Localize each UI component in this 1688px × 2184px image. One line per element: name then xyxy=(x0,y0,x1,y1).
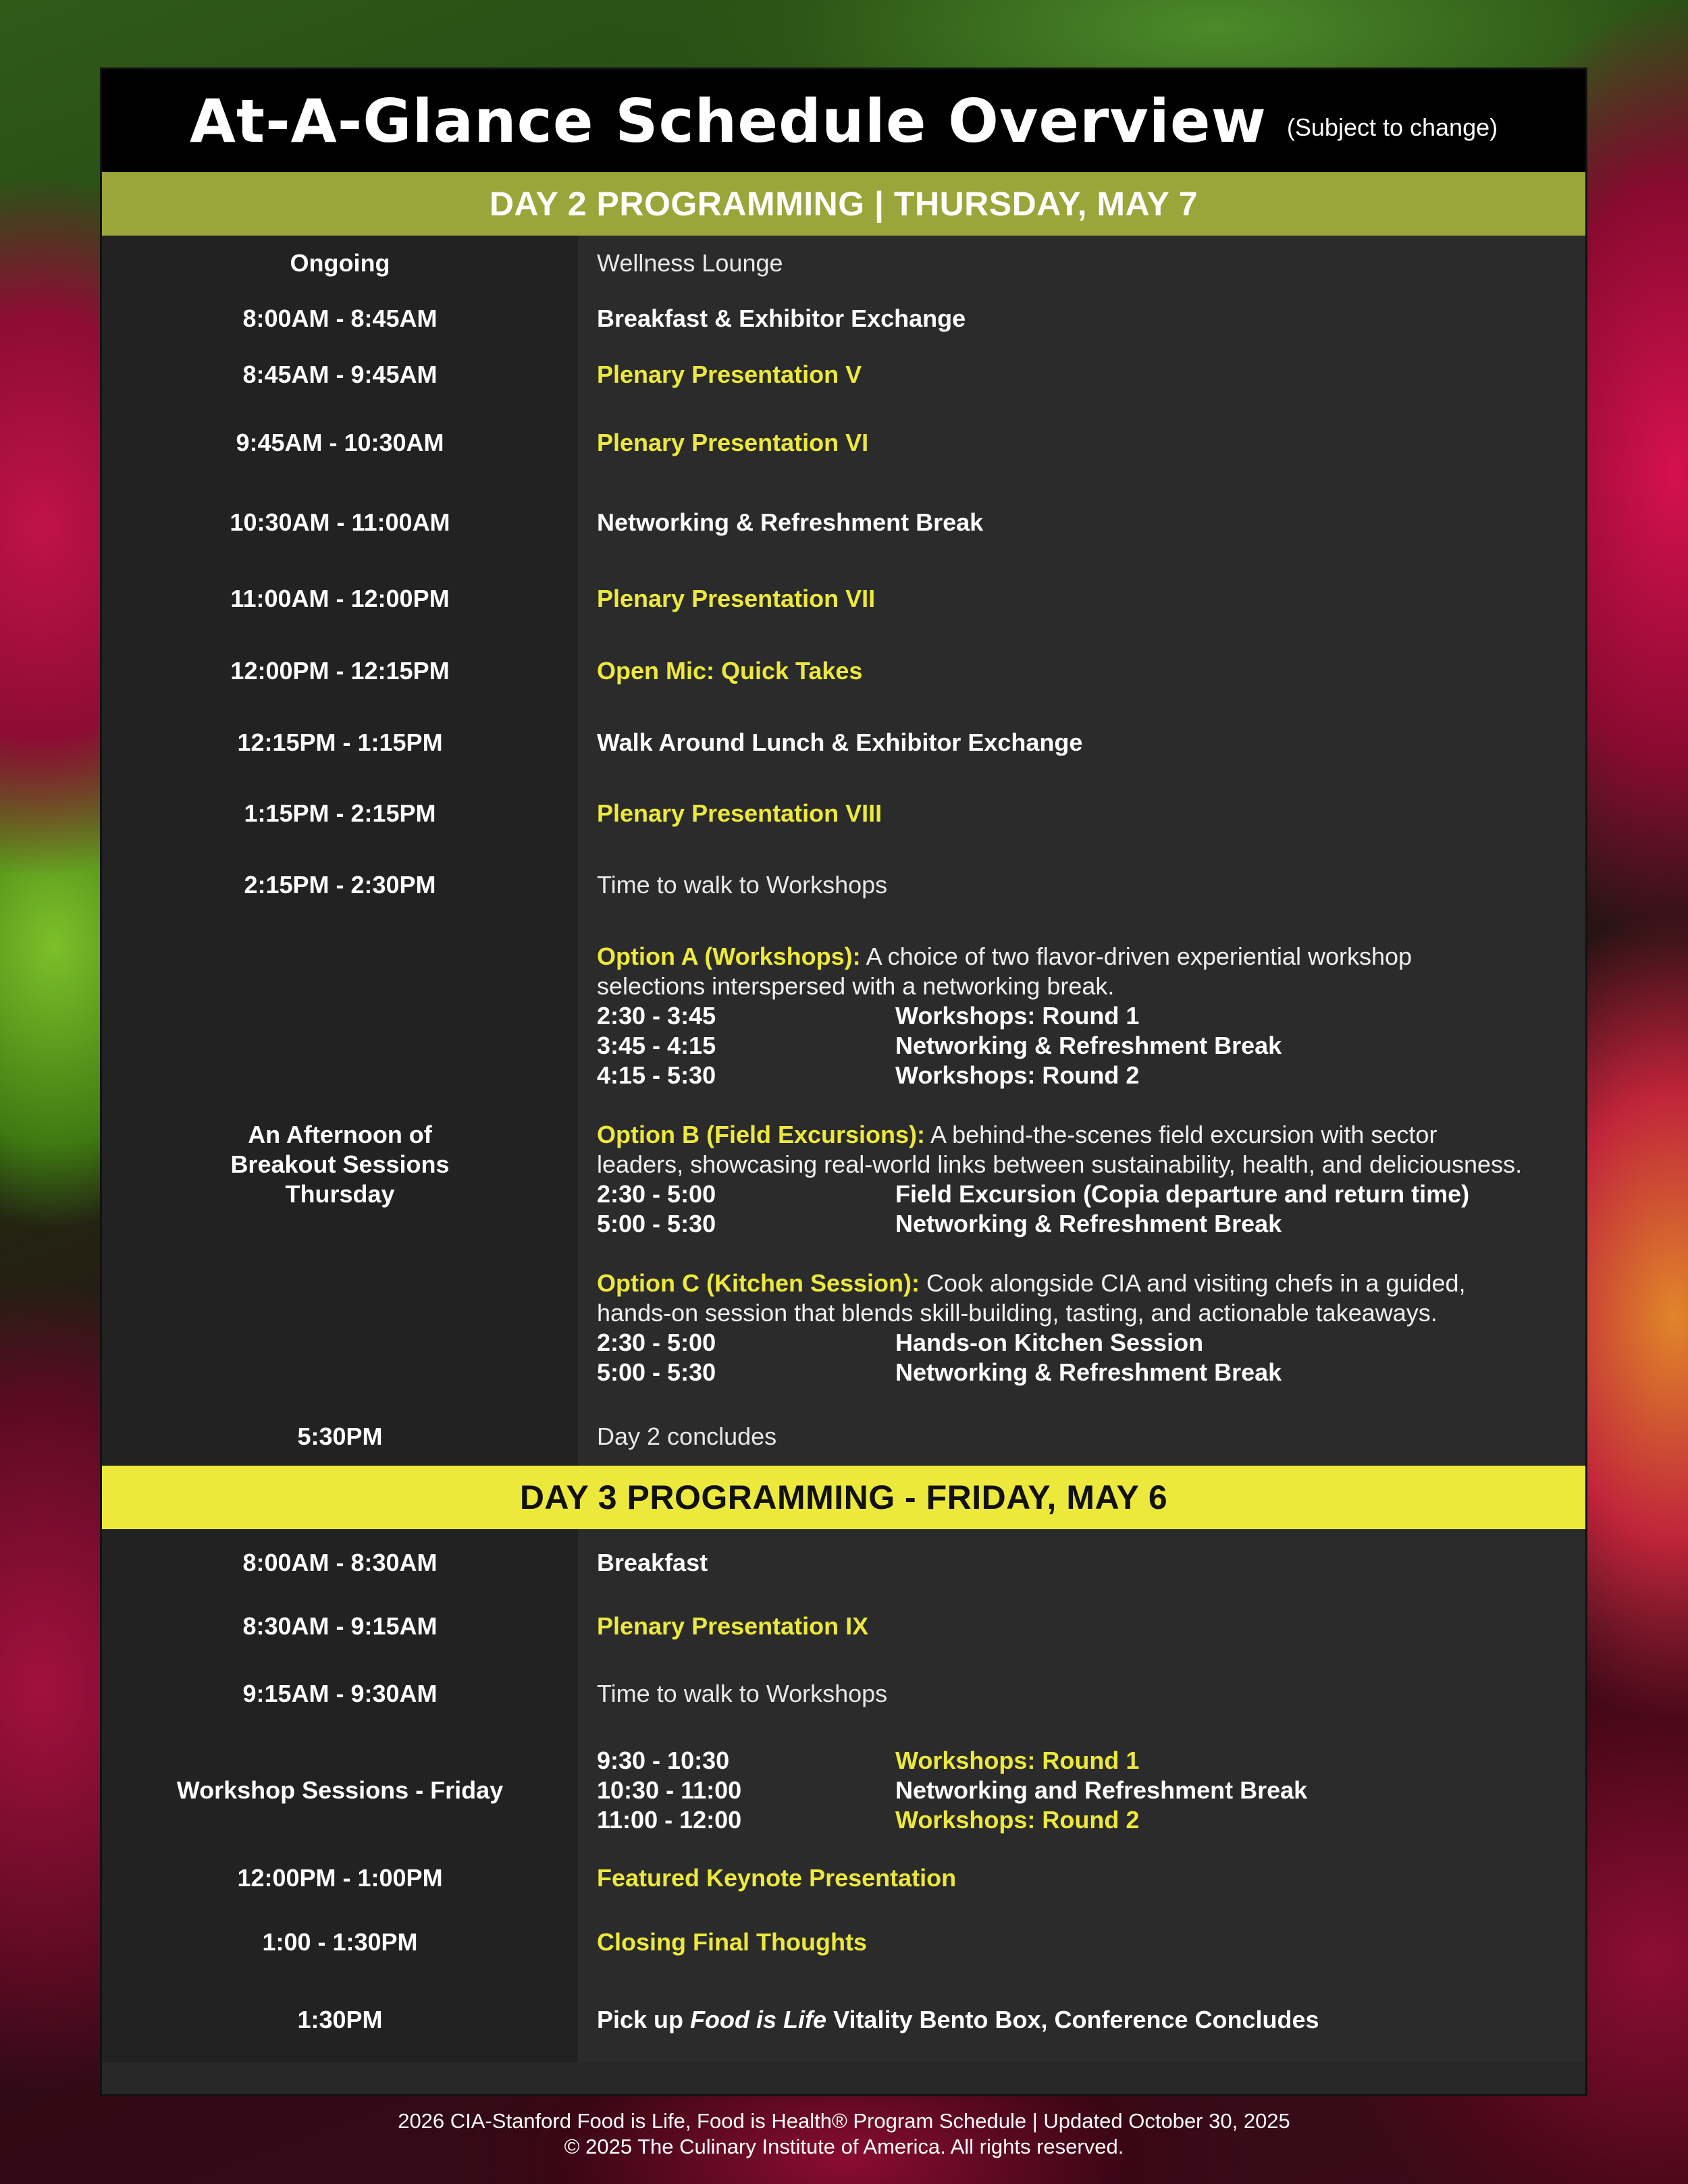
event-cell: Plenary Presentation V xyxy=(597,361,862,388)
title-bar xyxy=(102,70,1585,172)
sub-item xyxy=(597,1209,1585,1239)
sub-item xyxy=(597,1358,1585,1387)
event-cell: Plenary Presentation VII xyxy=(597,585,876,612)
sub-item xyxy=(597,1746,1585,1776)
event-cell: Featured Keynote Presentation xyxy=(597,1864,957,1892)
subject-note: (Subject to change) xyxy=(1286,113,1498,141)
time-cell: 8:30AM - 9:15AM xyxy=(242,1612,438,1640)
time-cell: 12:00PM - 12:15PM xyxy=(230,657,450,685)
sub-time: 2:30 - 5:00 xyxy=(597,1329,716,1356)
event-cell: Networking & Refreshment Break xyxy=(597,508,984,536)
footer-line: 2026 CIA-Stanford Food is Life, Food is Health® Program Schedule | Updated October 30, 2025 xyxy=(398,2109,1290,2133)
option-a xyxy=(597,942,1585,1090)
option-desc: selections interspersed with a networking break. xyxy=(597,972,1115,1000)
time-cell: 1:15PM - 2:15PM xyxy=(244,799,436,827)
time-cell: 8:00AM - 8:45AM xyxy=(242,304,438,332)
option-desc: leaders, showcasing real-world links between sustainability, health, and deliciousness. xyxy=(597,1150,1523,1178)
sub-desc: Field Excursion (Copia departure and return time) xyxy=(895,1180,1470,1208)
breakout-options xyxy=(578,922,1585,1408)
event-cell: Day 2 concludes xyxy=(597,1422,777,1450)
time-cell: 8:00AM - 8:30AM xyxy=(242,1549,438,1576)
option-desc: A choice of two flavor-driven experiential workshop xyxy=(860,942,1413,970)
sub-time: 5:00 - 5:30 xyxy=(597,1210,716,1237)
sub-desc: Workshops: Round 2 xyxy=(895,1061,1140,1089)
option-desc: Cook alongside CIA and visiting chefs in a guided, xyxy=(920,1269,1466,1297)
event-cell: Closing Final Thoughts xyxy=(597,1928,867,1956)
day2-schedule xyxy=(102,236,1585,1466)
time-cell: 12:00PM - 1:00PM xyxy=(237,1864,443,1892)
breakout-time-cell xyxy=(102,922,578,1408)
time-cell: 8:45AM - 9:45AM xyxy=(242,361,438,388)
option-b-label: Option B (Field Excursions): xyxy=(597,1121,926,1148)
event-cell: Time to walk to Workshops xyxy=(597,1680,888,1707)
event-cell: Walk Around Lunch & Exhibitor Exchange xyxy=(597,728,1083,756)
sub-time: 9:30 - 10:30 xyxy=(597,1747,730,1774)
schedule-panel xyxy=(100,68,1587,2096)
sub-item xyxy=(597,1061,1585,1090)
sub-desc: Networking & Refreshment Break xyxy=(895,1210,1282,1237)
option-a-label: Option A (Workshops): xyxy=(597,942,861,970)
sub-desc: Workshops: Round 2 xyxy=(895,1806,1140,1834)
sub-time: 10:30 - 11:00 xyxy=(597,1776,742,1804)
event-cell: Plenary Presentation VI xyxy=(597,429,869,456)
time-cell: Ongoing xyxy=(290,249,390,277)
time-cell: 10:30AM - 11:00AM xyxy=(230,508,450,536)
sub-desc: Networking & Refreshment Break xyxy=(895,1032,1282,1059)
event-cell: Plenary Presentation IX xyxy=(597,1612,869,1640)
event-cell: Open Mic: Quick Takes xyxy=(597,657,863,685)
sub-time: 2:30 - 3:45 xyxy=(597,1002,716,1030)
time-cell: Workshop Sessions - Friday xyxy=(176,1776,504,1804)
footer-copyright: © 2025 The Culinary Institute of America. All rights reserved. xyxy=(564,2135,1124,2158)
sub-item xyxy=(597,1031,1585,1061)
sub-item xyxy=(597,1001,1585,1031)
sub-time: 11:00 - 12:00 xyxy=(597,1806,742,1834)
footer xyxy=(0,2108,1688,2160)
time-cell: 12:15PM - 1:15PM xyxy=(237,728,443,756)
sub-desc: Hands-on Kitchen Session xyxy=(895,1329,1204,1356)
workshop-sessions xyxy=(578,1732,1585,1849)
sub-time: 2:30 - 5:00 xyxy=(597,1180,716,1208)
sub-desc: Workshops: Round 1 xyxy=(895,1747,1140,1774)
breakout-time-line: An Afternoon of xyxy=(248,1121,432,1148)
final-event-text: Pick up xyxy=(597,2005,684,2033)
event-cell: Wellness Lounge xyxy=(597,249,783,277)
breakout-time-line: Breakout Sessions xyxy=(230,1150,450,1178)
event-cell: Breakfast & Exhibitor Exchange xyxy=(597,304,966,332)
sub-item xyxy=(597,1179,1585,1209)
day2-heading: DAY 2 PROGRAMMING | THURSDAY, MAY 7 xyxy=(102,172,1585,236)
day3-heading: DAY 3 PROGRAMMING - FRIDAY, MAY 6 xyxy=(102,1466,1585,1529)
time-cell: 11:00AM - 12:00PM xyxy=(230,585,450,612)
sub-desc: Networking and Refreshment Break xyxy=(895,1776,1308,1804)
final-event-cell xyxy=(578,1977,1585,2062)
sub-desc: Networking & Refreshment Break xyxy=(895,1358,1282,1386)
time-cell: 2:15PM - 2:30PM xyxy=(244,871,436,899)
event-cell: Time to walk to Workshops xyxy=(597,871,888,899)
time-cell: 1:00 - 1:30PM xyxy=(262,1928,418,1956)
final-event-emphasis: Food is Life xyxy=(690,2005,827,2033)
sub-item xyxy=(597,1776,1585,1805)
breakout-time-line: Thursday xyxy=(285,1180,395,1208)
option-c-label: Option C (Kitchen Session): xyxy=(597,1269,920,1297)
event-cell: Plenary Presentation VIII xyxy=(597,799,882,827)
sub-time: 3:45 - 4:15 xyxy=(597,1032,716,1059)
sub-time: 5:00 - 5:30 xyxy=(597,1358,716,1386)
time-cell: 9:45AM - 10:30AM xyxy=(236,429,444,456)
option-desc: A behind-the-scenes field excursion with sector xyxy=(925,1121,1438,1148)
option-desc: hands-on session that blends skill-building, tasting, and actionable takeaways. xyxy=(597,1299,1438,1327)
sub-item xyxy=(597,1805,1585,1835)
event-cell: Breakfast xyxy=(597,1549,708,1576)
option-c xyxy=(597,1269,1585,1387)
day3-schedule xyxy=(102,1529,1585,2062)
sub-desc: Workshops: Round 1 xyxy=(895,1002,1140,1030)
sub-time: 4:15 - 5:30 xyxy=(597,1061,716,1089)
time-cell: 5:30PM xyxy=(297,1422,383,1450)
sub-item xyxy=(597,1328,1585,1358)
option-b xyxy=(597,1120,1585,1239)
final-event-text: Vitality Bento Box, Conference Concludes xyxy=(833,2005,1319,2033)
time-cell: 1:30PM xyxy=(297,2005,383,2033)
page-title: At-A-Glance Schedule Overview xyxy=(189,86,1267,156)
time-cell: 9:15AM - 9:30AM xyxy=(242,1680,438,1707)
